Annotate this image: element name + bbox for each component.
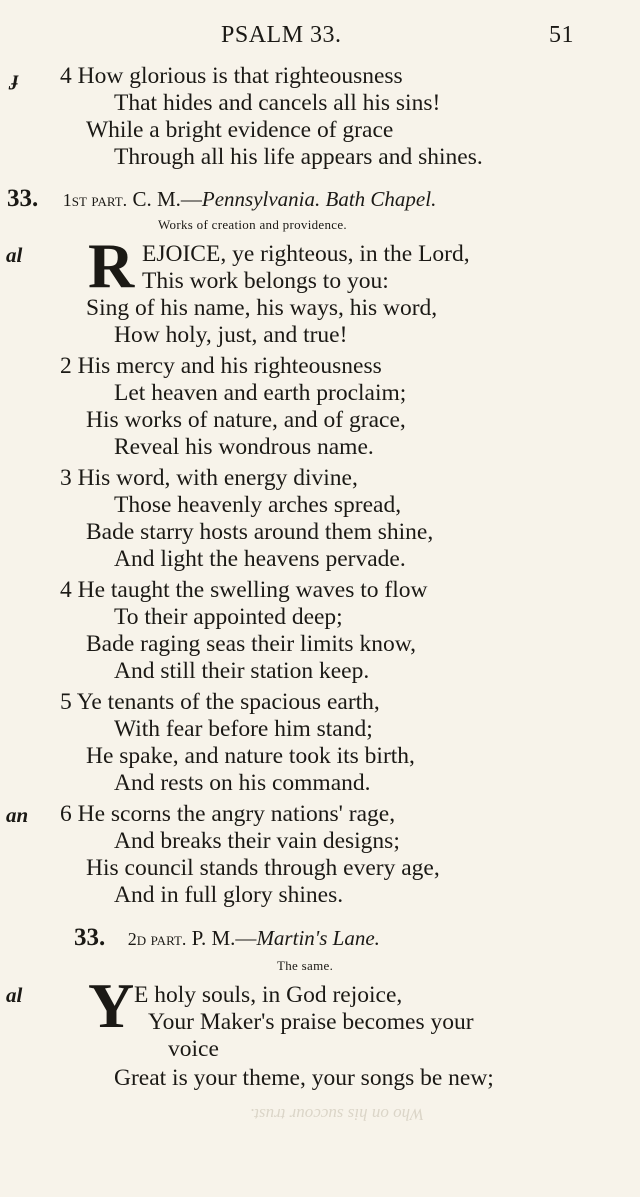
verse-line: This work belongs to you: [142, 268, 389, 294]
hymn-number: 33. [7, 185, 39, 212]
bleed-through-text: Who on his succour trust. [250, 1105, 425, 1124]
margin-mark: ɟ [12, 66, 18, 90]
verse-line: 4 How glorious is that righteousness [60, 63, 403, 89]
verse-line: EJOICE, ye righteous, in the Lord, [142, 241, 470, 267]
part-label: 2d part. [127, 929, 187, 949]
verse-line: 6 He scorns the angry nations' rage, [60, 801, 396, 827]
verse-line: His works of nature, and of grace, [86, 407, 406, 433]
hymn-subtitle: Works of creation and providence. [158, 217, 347, 232]
psalm-title: PSALM 33. [221, 22, 342, 48]
tune-names: Pennsylvania. Bath Chapel. [201, 187, 437, 211]
margin-mark: al [6, 243, 23, 267]
verse-line: Great is your theme, your songs be new; [114, 1065, 494, 1091]
meter-label: C. M.— [132, 187, 202, 211]
verse-line: Bade starry hosts around them shine, [86, 519, 434, 545]
verse-line: And light the heavens pervade. [114, 546, 406, 572]
meter-label: P. M.— [191, 926, 257, 950]
verse-line: And breaks their vain designs; [114, 828, 400, 854]
verse-line: 4 He taught the swelling waves to flow [60, 577, 428, 603]
verse-line: Let heaven and earth proclaim; [114, 380, 407, 406]
verse-line: How holy, just, and true! [114, 322, 348, 348]
verse-line: 5 Ye tenants of the spacious earth, [60, 689, 380, 715]
verse-line: Reveal his wondrous name. [114, 434, 374, 460]
hymn-number: 33. [74, 924, 106, 951]
verse-line: Through all his life appears and shines. [114, 144, 483, 170]
drop-capital: R [88, 230, 135, 301]
verse-line: And in full glory shines. [114, 882, 344, 908]
verse-line: That hides and cancels all his sins! [114, 90, 441, 116]
verse-line: 2 His mercy and his righteousness [60, 353, 382, 379]
verse-line: While a bright evidence of grace [86, 117, 394, 143]
verse-line: voice [168, 1036, 219, 1062]
verse-line: E holy souls, in God rejoice, [134, 982, 403, 1008]
verse-line: Those heavenly arches spread, [114, 492, 402, 518]
page-number: 51 [549, 22, 574, 48]
hymn-header-part-1 [7, 185, 436, 213]
verse-line: To their appointed deep; [114, 604, 343, 630]
hymn-subtitle: The same. [277, 958, 334, 973]
hymn-header-part-2 [74, 924, 380, 952]
verse-line: Your Maker's praise becomes your [148, 1009, 474, 1035]
verse-line: And still their station keep. [114, 658, 370, 684]
verse-line: 3 His word, with energy divine, [60, 465, 358, 491]
verse-line: His council stands through every age, [86, 855, 440, 881]
verse-line: Bade raging seas their limits know, [86, 631, 417, 657]
part-label: 1st part. [62, 190, 128, 210]
verse-line: Sing of his name, his ways, his word, [86, 295, 438, 321]
margin-mark: an [6, 803, 29, 827]
tune-names: Martin's Lane. [256, 926, 380, 950]
margin-mark: al [6, 983, 23, 1007]
drop-capital: Y [88, 970, 135, 1041]
verse-line: And rests on his command. [114, 770, 371, 796]
verse-line: With fear before him stand; [114, 716, 373, 742]
verse-line: He spake, and nature took its birth, [86, 743, 415, 769]
